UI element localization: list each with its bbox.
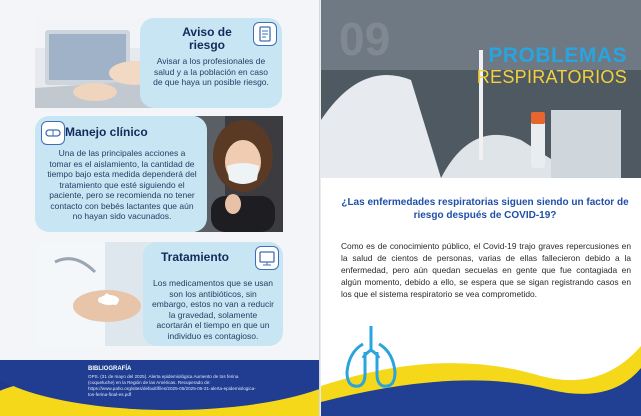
body-paragraph: Como es de conocimiento público, el Covid-19 trajo graves repercusiones en la salud de cientos de personas, varias de ellas fallecieron debido a la enfermedad, pero aún quedan secuelas en gente que fue contagiada en algún momento, debido a ello, se espera que se sigan registrando casos en los que el sistema respiratorio se vea comprometido. xyxy=(341,241,631,299)
pills-icon xyxy=(41,121,65,145)
card-tratamiento xyxy=(35,240,283,350)
bibliography-text: OPS. (31 de mayo del 2025). Alerta epidemiológica Aumento de tos ferina (coqueluche) en la Región de las Américas. Recuperado de: https://www.paho.org/sites/default/files/2025-05/2025-05-31-alerta-epidemiologica-tos-ferina-final-es.pdf xyxy=(88,374,256,397)
card-text: Los medicamentos que se usan son los antibióticos, sin embargo, estos no van a reducir la gravedad, solamente acortarán el tiempo en que un individuo es contagioso. xyxy=(152,278,274,341)
lungs-icon xyxy=(341,322,401,392)
section-number: 09 xyxy=(339,13,391,65)
monitor-icon xyxy=(255,246,279,270)
card-aviso-de-riesgo xyxy=(35,14,283,112)
card-title: Aviso de riesgo xyxy=(182,25,232,52)
left-page xyxy=(0,0,320,416)
card-text: Avisar a los profesionales de salud y a la población en caso de que haya un posible riesgo. xyxy=(153,56,269,87)
card-title: Tratamiento xyxy=(161,250,230,264)
swab-test-photo xyxy=(321,0,641,178)
masked-woman-photo xyxy=(195,116,283,232)
card-text: Una de las principales acciones a tomar es el aislamiento, la cantidad de tiempo bajo esta medida dependerá del tratamiento que esté siguiendo el paciente, pero se recomienda no tener contacto con bebés lactantes que aún no hayan sido vacunados. xyxy=(47,148,197,221)
document-alert-icon xyxy=(253,22,277,46)
title-line-1: PROBLEMAS xyxy=(488,44,627,67)
right-page xyxy=(321,0,641,416)
question-heading: ¿Las enfermedades respiratorias siguen siendo un factor de riesgo después de COVID-19? xyxy=(341,197,629,221)
bibliography-heading: BIBLIOGRAFÍA xyxy=(88,366,132,372)
card-title: Manejo clínico xyxy=(65,125,148,139)
bibliography-footer xyxy=(0,360,320,416)
card-manejo-clinico xyxy=(35,116,283,234)
title-line-2: RESPIRATORIOS xyxy=(476,67,627,87)
